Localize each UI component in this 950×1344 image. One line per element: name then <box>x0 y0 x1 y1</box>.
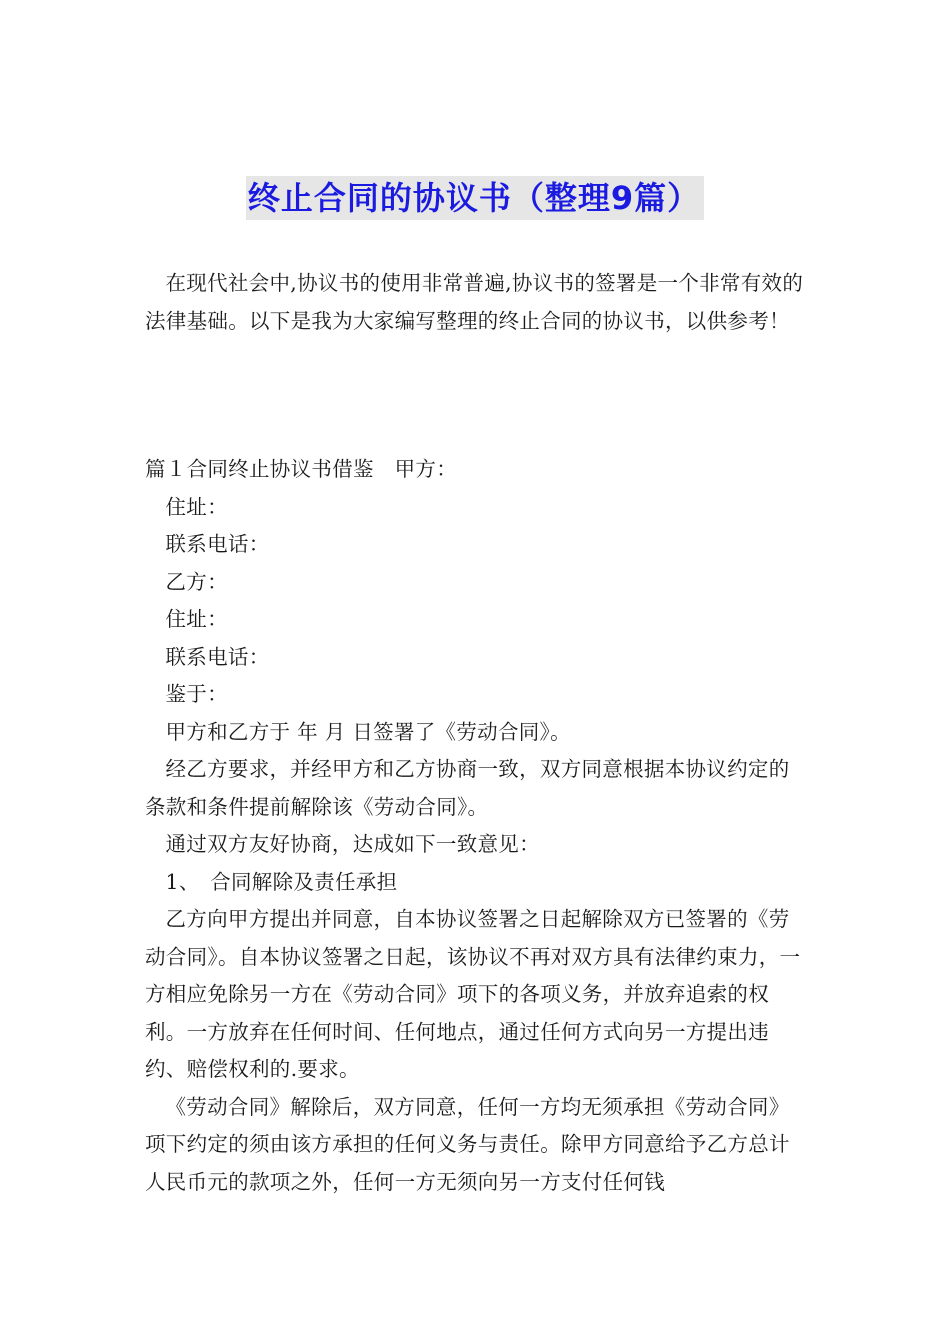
request-paragraph: 经乙方要求，并经甲方和乙方协商一致，双方同意根据本协议约定的条款和条件提前解除该《劳动合同》。 <box>145 757 790 819</box>
title-container <box>0 176 950 220</box>
consensus-paragraph: 通过双方友好协商，达成如下一致意见： <box>165 832 540 856</box>
whereas-text: 甲方和乙方于 年 月 日签署了《劳动合同》。 <box>165 719 571 744</box>
intro-block <box>145 265 807 340</box>
party-b-address: 住址： <box>165 607 228 631</box>
clause-1-heading: 1、 合同解除及责任承担 <box>165 869 398 894</box>
section-heading: 篇１合同终止协议书借鉴 甲方： <box>145 457 457 481</box>
intro-paragraph: 在现代社会中,协议书的使用非常普遍,协议书的签署是一个非常有效的法律基础。以下是我为大家编写整理的终止合同的协议书，以供参考！ <box>145 271 804 333</box>
clause-1-paragraph-1: 乙方向甲方提出并同意，自本协议签署之日起解除双方已签署的《劳动合同》。自本协议签署之日起，该协议不再对双方具有法律约束力，一方相应免除另一方在《劳动合同》项下的各项义务，并放弃追索的权利。一方放弃在任何时间、任何地点，通过任何方式向另一方提出违约、赔偿权利的.要求。 <box>145 907 801 1081</box>
party-b: 乙方： <box>165 569 228 594</box>
whereas-label: 鉴于： <box>165 682 228 706</box>
section-1 <box>145 451 807 1201</box>
party-a-phone: 联系电话： <box>165 532 270 556</box>
party-a-address: 住址： <box>165 494 228 519</box>
clause-1-paragraph-2: 《劳动合同》解除后，双方同意，任何一方均无须承担《劳动合同》项下约定的须由该方承担的任何义务与责任。除甲方同意给予乙方总计人民币元的款项之外，任何一方无须向另一方支付任何钱 <box>145 1094 790 1194</box>
document-title: 终止合同的协议书（整理9篇） <box>246 176 704 220</box>
party-b-phone: 联系电话： <box>165 644 270 669</box>
